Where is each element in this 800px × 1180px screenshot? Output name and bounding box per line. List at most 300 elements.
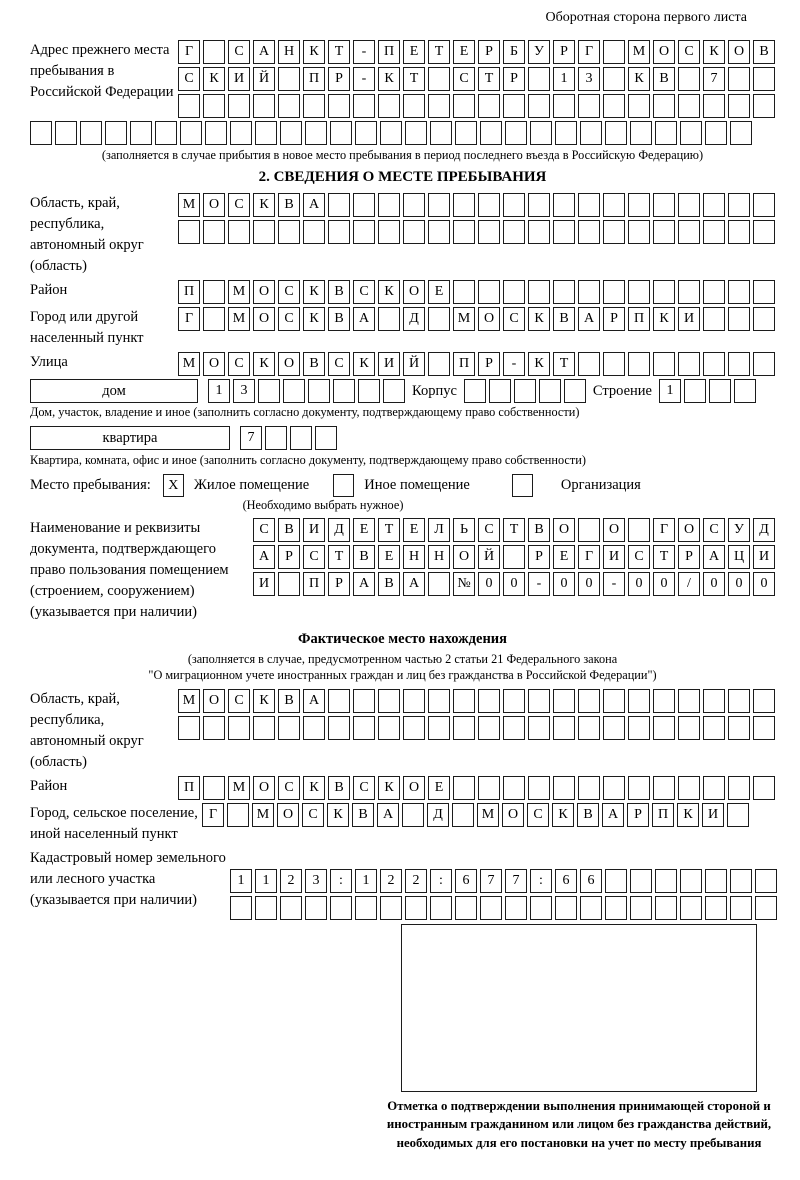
char-box[interactable] (727, 803, 749, 827)
char-box[interactable]: Р (503, 67, 525, 91)
char-box[interactable] (528, 67, 550, 91)
char-box[interactable] (178, 716, 200, 740)
char-box[interactable]: О (553, 518, 575, 542)
char-box[interactable] (328, 193, 350, 217)
char-box[interactable] (305, 121, 327, 145)
char-box[interactable]: В (328, 307, 350, 331)
char-box[interactable] (480, 896, 502, 920)
char-box[interactable]: 1 (659, 379, 681, 403)
char-box[interactable] (278, 94, 300, 118)
char-box[interactable]: А (602, 803, 624, 827)
char-box[interactable] (478, 689, 500, 713)
char-box[interactable]: Р (528, 545, 550, 569)
char-box[interactable] (628, 220, 650, 244)
char-box[interactable] (753, 716, 775, 740)
char-box[interactable]: Р (328, 572, 350, 596)
char-box[interactable] (678, 776, 700, 800)
char-box[interactable]: К (703, 40, 725, 64)
char-box[interactable] (734, 379, 756, 403)
char-box[interactable]: М (252, 803, 274, 827)
char-box[interactable] (678, 94, 700, 118)
char-box[interactable]: - (503, 352, 525, 376)
char-box[interactable] (380, 121, 402, 145)
char-box[interactable]: Г (178, 40, 200, 64)
char-box[interactable]: 1 (255, 869, 277, 893)
char-box[interactable] (578, 193, 600, 217)
char-box[interactable] (253, 716, 275, 740)
char-box[interactable] (228, 220, 250, 244)
char-box[interactable] (253, 94, 275, 118)
char-box[interactable]: 3 (233, 379, 255, 403)
char-box[interactable] (203, 220, 225, 244)
apartment-type-box[interactable] (30, 426, 230, 450)
char-box[interactable]: В (278, 193, 300, 217)
char-box[interactable]: И (678, 307, 700, 331)
char-box[interactable] (480, 121, 502, 145)
char-box[interactable] (728, 307, 750, 331)
char-box[interactable] (503, 689, 525, 713)
char-box[interactable] (203, 280, 225, 304)
char-box[interactable] (580, 121, 602, 145)
char-box[interactable]: Т (428, 40, 450, 64)
char-box[interactable] (753, 220, 775, 244)
char-box[interactable] (678, 689, 700, 713)
char-box[interactable]: Б (503, 40, 525, 64)
char-box[interactable]: 6 (455, 869, 477, 893)
char-box[interactable] (428, 352, 450, 376)
char-box[interactable] (280, 896, 302, 920)
char-box[interactable] (464, 379, 486, 403)
char-box[interactable]: К (677, 803, 699, 827)
char-box[interactable] (630, 869, 652, 893)
char-box[interactable] (630, 121, 652, 145)
char-box[interactable] (703, 193, 725, 217)
char-box[interactable] (753, 352, 775, 376)
char-box[interactable] (628, 280, 650, 304)
char-box[interactable]: И (603, 545, 625, 569)
char-box[interactable] (503, 776, 525, 800)
char-box[interactable] (578, 776, 600, 800)
char-box[interactable]: В (753, 40, 775, 64)
char-box[interactable]: Д (753, 518, 775, 542)
char-box[interactable] (130, 121, 152, 145)
char-box[interactable] (230, 121, 252, 145)
char-box[interactable] (528, 193, 550, 217)
char-box[interactable] (628, 193, 650, 217)
char-box[interactable] (728, 193, 750, 217)
char-box[interactable]: Г (578, 40, 600, 64)
char-box[interactable]: М (178, 352, 200, 376)
char-box[interactable] (453, 689, 475, 713)
char-box[interactable]: У (528, 40, 550, 64)
char-box[interactable]: Т (503, 518, 525, 542)
char-box[interactable]: П (628, 307, 650, 331)
char-box[interactable] (378, 220, 400, 244)
char-box[interactable]: Н (278, 40, 300, 64)
char-box[interactable] (630, 896, 652, 920)
char-box[interactable]: Р (328, 67, 350, 91)
char-box[interactable]: К (353, 352, 375, 376)
char-box[interactable]: О (203, 193, 225, 217)
char-box[interactable] (353, 689, 375, 713)
char-box[interactable]: 2 (280, 869, 302, 893)
char-box[interactable]: 1 (553, 67, 575, 91)
char-box[interactable] (730, 121, 752, 145)
char-box[interactable] (303, 220, 325, 244)
char-box[interactable] (253, 220, 275, 244)
char-box[interactable] (428, 716, 450, 740)
char-box[interactable] (678, 220, 700, 244)
char-box[interactable]: Й (403, 352, 425, 376)
char-box[interactable]: С (303, 545, 325, 569)
char-box[interactable] (453, 716, 475, 740)
char-box[interactable]: Е (378, 545, 400, 569)
char-box[interactable] (278, 67, 300, 91)
char-box[interactable]: О (253, 307, 275, 331)
char-box[interactable] (155, 121, 177, 145)
char-box[interactable] (505, 896, 527, 920)
char-box[interactable] (230, 896, 252, 920)
char-box[interactable]: В (528, 518, 550, 542)
house-type-box[interactable] (30, 379, 198, 403)
char-box[interactable] (678, 67, 700, 91)
char-box[interactable]: С (353, 280, 375, 304)
char-box[interactable]: В (353, 545, 375, 569)
char-box[interactable] (703, 352, 725, 376)
char-box[interactable] (603, 280, 625, 304)
char-box[interactable] (628, 94, 650, 118)
char-box[interactable]: К (378, 776, 400, 800)
char-box[interactable] (678, 280, 700, 304)
char-box[interactable]: В (328, 280, 350, 304)
char-box[interactable] (580, 896, 602, 920)
char-box[interactable] (378, 689, 400, 713)
char-box[interactable]: П (652, 803, 674, 827)
char-box[interactable]: С (228, 193, 250, 217)
char-box[interactable] (709, 379, 731, 403)
char-box[interactable] (378, 307, 400, 331)
char-box[interactable] (328, 220, 350, 244)
char-box[interactable] (753, 689, 775, 713)
char-box[interactable]: 0 (728, 572, 750, 596)
char-box[interactable] (653, 352, 675, 376)
char-box[interactable]: К (253, 352, 275, 376)
char-box[interactable]: О (403, 280, 425, 304)
char-box[interactable] (283, 379, 305, 403)
char-box[interactable] (603, 352, 625, 376)
char-box[interactable]: Е (428, 280, 450, 304)
char-box[interactable]: 3 (578, 67, 600, 91)
char-box[interactable]: В (352, 803, 374, 827)
char-box[interactable]: М (453, 307, 475, 331)
char-box[interactable]: С (228, 40, 250, 64)
char-box[interactable]: Р (553, 40, 575, 64)
char-box[interactable]: С (353, 776, 375, 800)
char-box[interactable] (578, 94, 600, 118)
char-box[interactable] (80, 121, 102, 145)
char-box[interactable]: Д (403, 307, 425, 331)
char-box[interactable]: О (253, 776, 275, 800)
char-box[interactable]: А (353, 572, 375, 596)
char-box[interactable]: Р (478, 40, 500, 64)
char-box[interactable] (280, 121, 302, 145)
char-box[interactable] (680, 896, 702, 920)
char-box[interactable]: Ь (453, 518, 475, 542)
char-box[interactable] (428, 689, 450, 713)
char-box[interactable]: Л (428, 518, 450, 542)
char-box[interactable] (278, 572, 300, 596)
char-box[interactable] (514, 379, 536, 403)
char-box[interactable] (628, 716, 650, 740)
char-box[interactable] (528, 220, 550, 244)
char-box[interactable]: 0 (578, 572, 600, 596)
char-box[interactable] (703, 776, 725, 800)
char-box[interactable] (603, 67, 625, 91)
char-box[interactable]: О (453, 545, 475, 569)
char-box[interactable]: Г (578, 545, 600, 569)
char-box[interactable] (728, 280, 750, 304)
char-box[interactable] (355, 121, 377, 145)
char-box[interactable]: К (303, 280, 325, 304)
char-box[interactable]: Г (202, 803, 224, 827)
char-box[interactable]: С (328, 352, 350, 376)
char-box[interactable]: М (228, 307, 250, 331)
char-box[interactable]: 2 (380, 869, 402, 893)
char-box[interactable] (553, 689, 575, 713)
char-box[interactable] (503, 716, 525, 740)
char-box[interactable] (553, 193, 575, 217)
char-box[interactable]: О (502, 803, 524, 827)
char-box[interactable] (655, 121, 677, 145)
char-box[interactable] (403, 94, 425, 118)
char-box[interactable] (553, 280, 575, 304)
char-box[interactable] (653, 716, 675, 740)
char-box[interactable] (728, 689, 750, 713)
char-box[interactable]: С (628, 545, 650, 569)
char-box[interactable] (730, 896, 752, 920)
char-box[interactable] (228, 94, 250, 118)
char-box[interactable]: К (628, 67, 650, 91)
char-box[interactable] (305, 896, 327, 920)
char-box[interactable] (728, 220, 750, 244)
char-box[interactable] (578, 280, 600, 304)
char-box[interactable]: А (353, 307, 375, 331)
char-box[interactable] (678, 352, 700, 376)
char-box[interactable]: - (353, 40, 375, 64)
char-box[interactable] (753, 307, 775, 331)
char-box[interactable] (489, 379, 511, 403)
char-box[interactable]: / (678, 572, 700, 596)
char-box[interactable] (603, 40, 625, 64)
other-premises-checkbox[interactable] (333, 474, 354, 497)
char-box[interactable] (428, 307, 450, 331)
char-box[interactable] (453, 776, 475, 800)
char-box[interactable] (303, 716, 325, 740)
char-box[interactable]: Т (478, 67, 500, 91)
char-box[interactable] (603, 94, 625, 118)
char-box[interactable]: Ц (728, 545, 750, 569)
char-box[interactable]: К (528, 352, 550, 376)
char-box[interactable] (605, 896, 627, 920)
char-box[interactable]: - (353, 67, 375, 91)
char-box[interactable]: 0 (703, 572, 725, 596)
char-box[interactable]: К (552, 803, 574, 827)
char-box[interactable]: Т (653, 545, 675, 569)
char-box[interactable] (753, 193, 775, 217)
char-box[interactable] (655, 896, 677, 920)
char-box[interactable]: 0 (503, 572, 525, 596)
char-box[interactable] (553, 94, 575, 118)
char-box[interactable]: К (653, 307, 675, 331)
char-box[interactable] (653, 220, 675, 244)
char-box[interactable]: А (303, 689, 325, 713)
char-box[interactable] (728, 352, 750, 376)
char-box[interactable] (655, 869, 677, 893)
char-box[interactable] (705, 869, 727, 893)
char-box[interactable] (539, 379, 561, 403)
char-box[interactable]: П (378, 40, 400, 64)
char-box[interactable]: № (453, 572, 475, 596)
char-box[interactable]: 0 (478, 572, 500, 596)
char-box[interactable]: Т (328, 40, 350, 64)
char-box[interactable] (428, 220, 450, 244)
char-box[interactable] (578, 716, 600, 740)
char-box[interactable] (680, 869, 702, 893)
char-box[interactable]: С (228, 352, 250, 376)
char-box[interactable]: О (478, 307, 500, 331)
char-box[interactable] (380, 896, 402, 920)
char-box[interactable] (603, 220, 625, 244)
char-box[interactable]: К (303, 40, 325, 64)
char-box[interactable] (653, 94, 675, 118)
char-box[interactable]: М (228, 280, 250, 304)
char-box[interactable] (453, 94, 475, 118)
char-box[interactable] (358, 379, 380, 403)
char-box[interactable]: 6 (580, 869, 602, 893)
char-box[interactable]: Д (427, 803, 449, 827)
char-box[interactable] (503, 545, 525, 569)
char-box[interactable]: 0 (628, 572, 650, 596)
char-box[interactable]: О (278, 352, 300, 376)
confirmation-mark-box[interactable] (401, 924, 757, 1092)
char-box[interactable] (278, 716, 300, 740)
char-box[interactable]: Р (627, 803, 649, 827)
char-box[interactable] (628, 352, 650, 376)
char-box[interactable] (703, 94, 725, 118)
char-box[interactable] (430, 896, 452, 920)
char-box[interactable] (753, 67, 775, 91)
char-box[interactable] (227, 803, 249, 827)
char-box[interactable] (378, 193, 400, 217)
char-box[interactable] (255, 121, 277, 145)
char-box[interactable]: О (277, 803, 299, 827)
char-box[interactable]: К (303, 307, 325, 331)
char-box[interactable] (703, 307, 725, 331)
char-box[interactable] (703, 689, 725, 713)
char-box[interactable] (455, 121, 477, 145)
char-box[interactable] (503, 193, 525, 217)
char-box[interactable]: В (303, 352, 325, 376)
char-box[interactable]: И (303, 518, 325, 542)
char-box[interactable]: В (553, 307, 575, 331)
char-box[interactable]: 0 (653, 572, 675, 596)
char-box[interactable]: : (330, 869, 352, 893)
char-box[interactable] (555, 121, 577, 145)
char-box[interactable] (753, 94, 775, 118)
char-box[interactable] (603, 716, 625, 740)
char-box[interactable] (428, 572, 450, 596)
char-box[interactable]: М (477, 803, 499, 827)
char-box[interactable] (178, 220, 200, 244)
char-box[interactable]: К (203, 67, 225, 91)
char-box[interactable]: Й (253, 67, 275, 91)
char-box[interactable] (30, 121, 52, 145)
char-box[interactable] (605, 869, 627, 893)
char-box[interactable]: И (253, 572, 275, 596)
char-box[interactable] (315, 426, 337, 450)
char-box[interactable]: В (328, 776, 350, 800)
char-box[interactable]: : (430, 869, 452, 893)
char-box[interactable]: П (303, 572, 325, 596)
char-box[interactable]: С (302, 803, 324, 827)
organization-checkbox[interactable] (512, 474, 533, 497)
char-box[interactable] (105, 121, 127, 145)
char-box[interactable]: Н (428, 545, 450, 569)
char-box[interactable] (203, 40, 225, 64)
char-box[interactable]: Г (178, 307, 200, 331)
char-box[interactable] (678, 716, 700, 740)
char-box[interactable] (265, 426, 287, 450)
char-box[interactable] (478, 280, 500, 304)
char-box[interactable]: В (577, 803, 599, 827)
char-box[interactable] (403, 193, 425, 217)
char-box[interactable] (428, 67, 450, 91)
char-box[interactable] (428, 94, 450, 118)
char-box[interactable] (705, 896, 727, 920)
char-box[interactable] (564, 379, 586, 403)
char-box[interactable]: О (203, 689, 225, 713)
char-box[interactable] (503, 94, 525, 118)
char-box[interactable] (383, 379, 405, 403)
char-box[interactable]: В (653, 67, 675, 91)
char-box[interactable] (603, 193, 625, 217)
char-box[interactable]: С (703, 518, 725, 542)
char-box[interactable] (178, 94, 200, 118)
char-box[interactable] (728, 94, 750, 118)
char-box[interactable]: Т (378, 518, 400, 542)
char-box[interactable] (684, 379, 706, 403)
char-box[interactable]: К (253, 689, 275, 713)
char-box[interactable] (403, 220, 425, 244)
char-box[interactable]: Е (403, 40, 425, 64)
char-box[interactable]: 2 (405, 869, 427, 893)
char-box[interactable]: С (253, 518, 275, 542)
char-box[interactable] (528, 776, 550, 800)
char-box[interactable] (728, 776, 750, 800)
char-box[interactable] (728, 716, 750, 740)
char-box[interactable] (303, 94, 325, 118)
char-box[interactable]: П (178, 280, 200, 304)
char-box[interactable] (753, 776, 775, 800)
char-box[interactable] (430, 121, 452, 145)
char-box[interactable] (528, 280, 550, 304)
char-box[interactable]: А (403, 572, 425, 596)
char-box[interactable] (528, 716, 550, 740)
char-box[interactable] (180, 121, 202, 145)
char-box[interactable] (203, 776, 225, 800)
char-box[interactable] (555, 896, 577, 920)
char-box[interactable] (578, 220, 600, 244)
